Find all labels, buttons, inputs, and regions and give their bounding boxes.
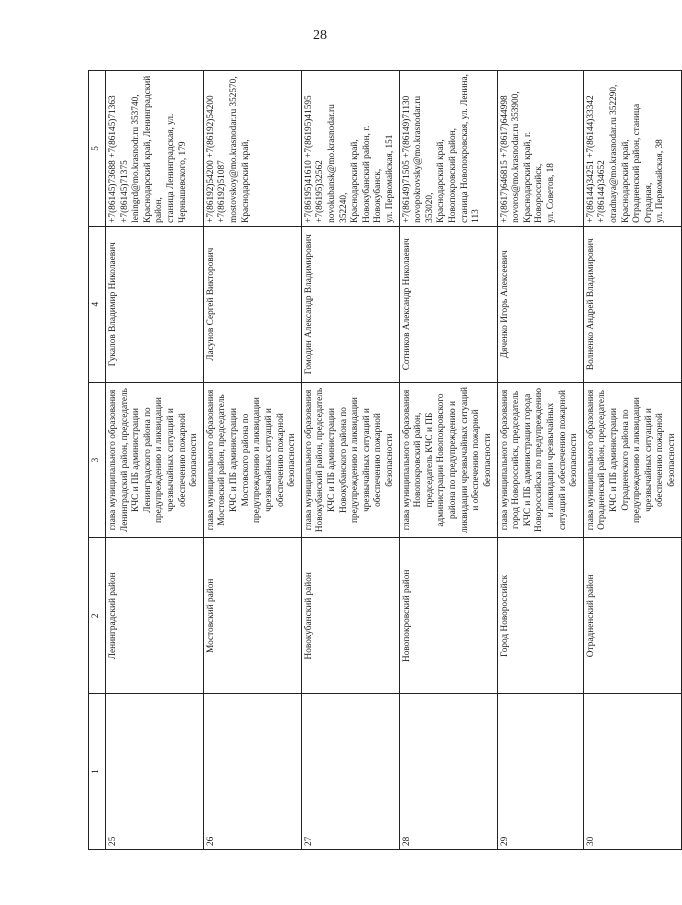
table-header-row [89,71,106,850]
person-cell: Дяченко Игорь Алексеевич [497,226,583,382]
row-number: 29 [497,694,583,850]
header-col-5: 5 [89,71,106,227]
position-cell: глава муниципального образования Новопокровский район, председатель КЧС и ПБ администрации Новопокровского района по предупреждению и ликвидации чрезвычайных ситуаций и обеспечению пожарной безопасности [399,382,497,538]
contacts-cell [301,71,399,227]
position-cell: глава муниципального образования Ленинградский район, председатель КЧС и ПБ администрации Ленинградского района по предупреждению и ликвидации чрезвычайных ситуаций и обеспечению пожарной безопасности [106,382,204,538]
person-cell: Гомодин Александр Владимирович [301,226,399,382]
header-col-4: 4 [89,226,106,382]
table-container [88,70,678,850]
district-cell: Новопокровский район [399,538,497,694]
row-number: 30 [583,694,681,850]
header-col-3: 3 [89,382,106,538]
contact-line: novokubansk@mo.krasnodar.ru 352240, [326,104,349,223]
contact-line: Краснодарский край, Ленинградский район, [142,75,165,223]
table-row [497,71,583,850]
contacts-cell [497,71,583,227]
contact-line: +7(86195)41610 +7(86195)41595 +7(86195)32562 [303,95,326,223]
contact-line: +7(86145)73688 +7(86145)71363 +7(86145)71375 [108,95,130,223]
district-cell: Ленинградский район [106,538,204,694]
district-cell: Мостовский район [203,538,301,694]
table-row [106,71,204,850]
contact-line: Краснодарский край, [620,139,631,223]
row-number: 25 [106,694,204,850]
contact-line: станица Новопокровская, ул. Ленина, 113 [459,74,482,223]
contact-line: Краснодарский край, г. Новороссийск, [522,131,545,223]
header-col-1: 1 [89,694,106,850]
contact-line: Новокубанский район, г. Новокубанск, [361,125,384,223]
contact-line: ул. Первомайская, 151 [385,134,396,223]
contact-line: otradnaya@mo.krasnodar.ru 352290, [608,84,619,223]
contact-line: +7(86192)51087 [217,160,228,223]
row-number: 28 [399,694,497,850]
contact-line: novoros@mo.krasnodar.ru 353900, [511,91,522,223]
contact-line: ул. Первомайская, 38 [655,139,666,223]
person-cell: Гукалов Владимир Николаевич [106,226,204,382]
row-number: 27 [301,694,399,850]
district-cell: Город Новороссийск [497,538,583,694]
contact-line: novopokrovsky@mo.krasnodar.ru 353020, [413,95,435,223]
contacts-cell [203,71,301,227]
position-cell: глава муниципального образования Отрадненский район, председатель КЧС и ПБ администрации Отрадненского района по предупреждению и ликвидации чрезвычайных ситуаций и обеспечению пожарной безопасности [583,382,681,538]
contact-line: +7(86192)54200 +7(86192)54200 [205,95,216,223]
contact-line: +7(86149)71505 +7(86149)71130 [401,95,412,223]
contact-line: Отрадненский район, станица Отрадная, [632,103,654,223]
rotated-table-frame [88,70,678,850]
table-row [399,71,497,850]
contact-line: mostovskoy@mo.krasnodar.ru 352570, [229,76,240,223]
person-cell: Сотников Александр Николаевич [399,226,497,382]
contacts-table [88,70,682,850]
contact-line: Краснодарский край, [350,139,361,223]
table-row [203,71,301,850]
row-number: 26 [203,694,301,850]
contacts-cell [106,71,204,227]
person-cell: Волненко Андрей Владимирович [583,226,681,382]
contacts-cell [583,71,681,227]
position-cell: глава муниципального образования город Новороссийск, председатель КЧС и ПБ администрации города Новороссийска по предупреждению и ликвидации чрезвычайных ситуаций и обеспечению пожарной безопасности [497,382,583,538]
person-cell: Ласунов Сергей Викторович [203,226,301,382]
contact-line: +7(8617)646815 +7(8617)644998 [499,95,510,223]
contact-line: +7(86144)34251 +7(86144)33342 +7(86144)34652 [585,95,608,223]
contact-line: Краснодарский край, [240,139,251,223]
district-cell: Отрадненский район [583,538,681,694]
contact-line: Краснодарский край, Новопокровский район, [436,128,459,223]
position-cell: глава муниципального образования Мостовский район, председатель КЧС и ПБ администрации Мостовского района по предупреждению и ликвидации чрезвычайных ситуаций и обеспечению пожарной безопасности [203,382,301,538]
header-col-2: 2 [89,538,106,694]
contact-line: leningrd@mo.krasnodr.ru 353740, [131,94,142,223]
table-row [301,71,399,850]
page-number: 28 [313,28,327,43]
district-cell: Новокубанский район [301,538,399,694]
position-cell: глава муниципального образования Новокубанский район, председатель КЧС и ПБ администрации Новокубанского района по предупреждению и ликвидации чрезвычайных ситуаций и обеспечению пожарной безопасности [301,382,399,538]
contacts-cell [399,71,497,227]
table-row [583,71,681,850]
contact-line: ул. Советов, 18 [545,163,556,223]
contact-line: станица Ленинградская, ул. Чернышевского, 179 [166,113,188,223]
